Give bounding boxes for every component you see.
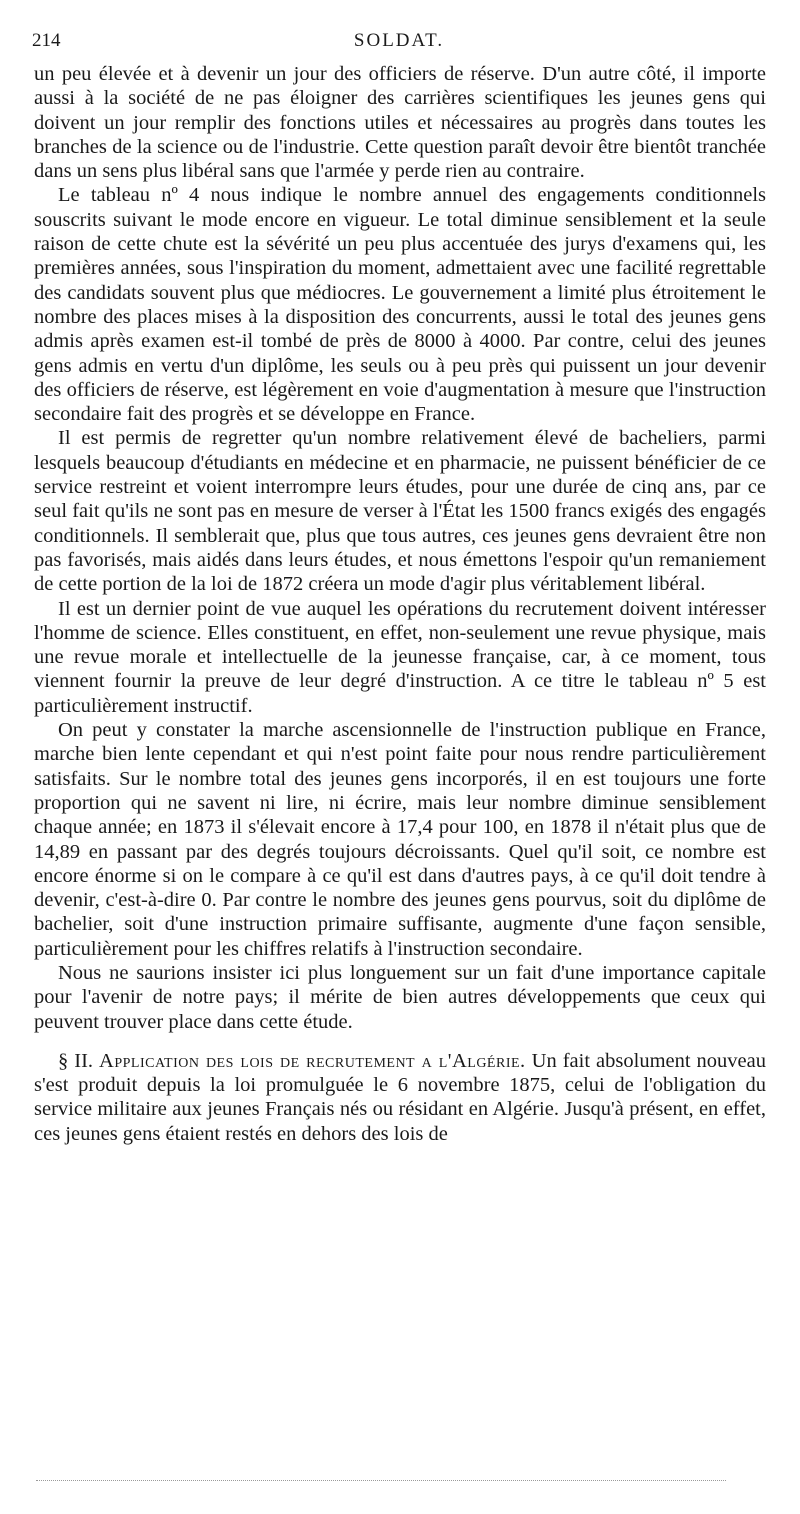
footer-dotted-rule (36, 1480, 726, 1481)
section-marker: § II. (58, 1049, 94, 1072)
section-text: Un fait absolument nouveau s'est produit depuis la loi promulguée le 6 novembre 1875, celui de l'obligation du service militaire aux jeunes Français nés ou résidant en Algérie. Jusqu'à présent, en effet, ces jeunes gens étaient restés en dehors des lois de (34, 1049, 766, 1145)
paragraph: Le tableau nº 4 nous indique le nombre annuel des engagements conditionnels souscrits suivant le mode encore en vigueur. Le total diminue sensiblement et la seule raison de cette chute est la sévérité un peu plus accentuée des jurys d'examens qui, les premières années, sous l'inspiration du moment, admettaient avec une facilité regrettable des candidats souvent plus que médiocres. Le gouvernement a limité plus étroitement le nombre des places mises à la disposition des concurrents, aussi le total des jeunes gens admis après examen est-il tombé de près de 8000 à 4000. Par contre, celui des jeunes gens admis en vertu d'un diplôme, les seuls ou à peu près qui puissent un jour devenir des officiers de réserve, est légèrement en voie d'augmentation à mesure que l'instruction secondaire fait des progrès et se développe en France. (34, 184, 766, 426)
page-header (32, 30, 766, 58)
section-title: Application des lois de recrutement a l'Algérie. (99, 1049, 526, 1072)
paragraph: un peu élevée et à devenir un jour des officiers de réserve. D'un autre côté, il importe aussi à la société de ne pas éloigner des carrières scientifiques les jeunes gens qui doivent un jour remplir des fonctions utiles et nécessaires au progrès dans toutes les branches de la science ou de l'industrie. Cette question paraît devoir être bientôt tranchée dans un sens plus libéral sans que l'armée y perde rien au contraire. (34, 63, 766, 183)
paragraph: Il est permis de regretter qu'un nombre relativement élevé de bacheliers, parmi lesquels beaucoup d'étudiants en médecine et en pharmacie, ne puissent bénéficier de ce service restreint et voient interrompre leurs études, pour une durée de cinq ans, par ce seul fait qu'ils ne sont pas en mesure de verser à l'État les 1500 francs exigés des engagés conditionnels. Il semblerait que, plus que tous autres, ces jeunes gens devraient être non pas favorisés, mais aidés dans leurs études, et nous émettons l'espoir qu'un remaniement de cette portion de la loi de 1872 créera un mode d'agir plus véritablement libéral. (34, 427, 766, 596)
paragraph: On peut y constater la marche ascensionnelle de l'instruction publique en France, marche bien lente cependant et qui n'est point faite pour nous rendre particulièrement satisfaits. Sur le nombre total des jeunes gens incorporés, il en est toujours une forte proportion qui ne savent ni lire, ni écrire, mais leur nombre diminue sensiblement chaque année; en 1873 il s'élevait encore à 17,4 pour 100, en 1878 il n'était plus que de 14,89 en passant par des degrés toujours décroissants. Quel qu'il soit, ce nombre est encore énorme si on le compare à ce qu'il est dans d'autres pays, à ce qu'il doit tendre à devenir, c'est-à-dire 0. Par contre le nombre des jeunes gens pourvus, soit du diplôme de bachelier, soit d'une instruction primaire suffisante, augmente d'une façon sensible, particulièrement pour les chiffres relatifs à l'instruction secondaire. (34, 719, 766, 960)
section-paragraph (34, 1049, 766, 1146)
paragraph: Nous ne saurions insister ici plus longuement sur un fait d'une importance capitale pour l'avenir de notre pays; il mérite de bien autres développements que ceux qui peuvent trouver place dans cette étude. (34, 961, 766, 1033)
body-text (34, 62, 766, 1146)
running-title: SOLDAT. (353, 30, 445, 51)
page-number: 214 (32, 30, 61, 51)
paragraph: Il est un dernier point de vue auquel les opérations du recrutement doivent intéresser l'homme de science. Elles constituent, en effet, non-seulement une revue physique, mais une revue morale et intellectuelle de la jeunesse française, car, à ce moment, tous viennent fournir la preuve de leur degré d'instruction. A ce titre le tableau nº 5 est particulièrement instructif. (34, 597, 766, 717)
